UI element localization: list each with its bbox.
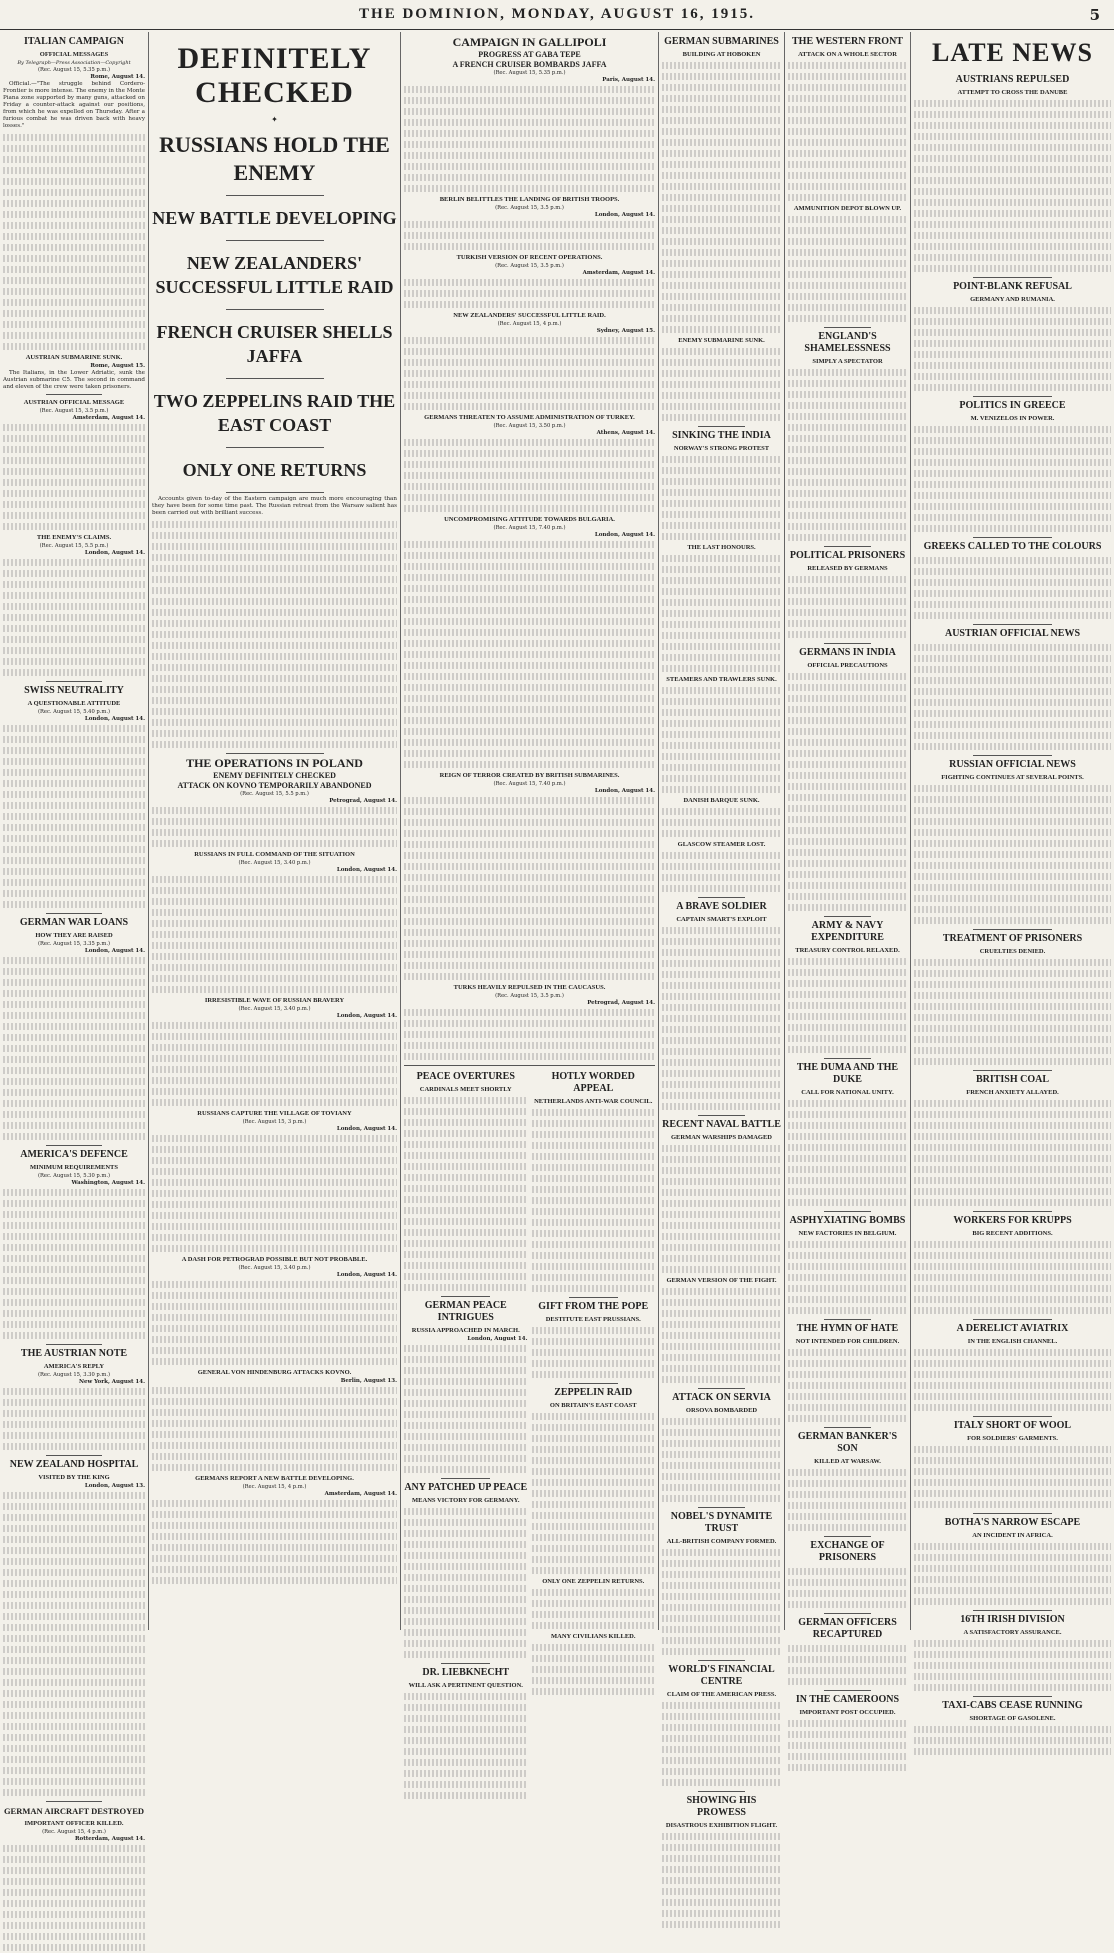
- text-block: [662, 1286, 781, 1385]
- text-block: [532, 1642, 656, 1697]
- headline: HOTLY WORDED APPEAL: [551, 1071, 635, 1094]
- received-line: (Rec. August 15, 7.40 p.m.): [493, 525, 566, 531]
- dateline: London, August 14.: [336, 1272, 397, 1278]
- received-line: (Rec. August 15, 3.50 p.m.): [493, 423, 566, 429]
- main-headline: DEFINITELY CHECKED: [177, 42, 372, 109]
- text-block: [914, 1347, 1111, 1413]
- dateline: London, August 14.: [594, 532, 655, 538]
- text-block: [532, 1411, 656, 1576]
- received-line: (Rec. August 15, 3.5 p.m.): [495, 205, 564, 211]
- headline: ANY PATCHED UP PEACE: [404, 1482, 528, 1493]
- headline: MANY CIVILIANS KILLED.: [551, 1633, 636, 1640]
- subheadline: ENEMY DEFINITELY CHECKED: [213, 771, 336, 780]
- headline: ITALY SHORT OF WOOL: [953, 1420, 1072, 1431]
- text-block: [404, 1007, 655, 1062]
- dateline: Rome, August 15.: [90, 363, 145, 369]
- dateline: Petrograd, August 14.: [329, 798, 397, 804]
- headline: GERMAN OFFICERS RECAPTURED: [798, 1617, 897, 1640]
- subheadline: MINIMUM REQUIREMENTS: [30, 1164, 118, 1171]
- headline: AUSTRIANS REPULSED: [955, 74, 1070, 85]
- headline-deck: FRENCH CRUISER SHELLS JAFFA: [156, 322, 393, 366]
- headline: GERMAN AIRCRAFT DESTROYED: [3, 1806, 145, 1816]
- subheadline: NETHERLANDS ANTI-WAR COUNCIL.: [534, 1098, 653, 1105]
- subheadline: NEW FACTORIES IN BELGIUM.: [798, 1230, 897, 1237]
- text-block: [662, 1700, 781, 1788]
- received-line: (Rec. August 15, 4 p.m.): [42, 1829, 106, 1835]
- text-block: [662, 1416, 781, 1504]
- headline: RECENT NAVAL BATTLE: [662, 1119, 781, 1130]
- headline: A BRAVE SOLDIER: [676, 901, 767, 912]
- text-block: [662, 553, 781, 674]
- headline: GLASCOW STEAMER LOST.: [677, 841, 766, 848]
- subheadline: M. VENIZELOS IN POWER.: [970, 415, 1055, 422]
- headline: RUSSIAN OFFICIAL NEWS: [949, 759, 1076, 770]
- headline: THE OPERATIONS IN POLAND: [186, 756, 363, 770]
- headline: ITALIAN CAMPAIGN: [24, 36, 124, 47]
- subheadline: PROGRESS AT GABA TEPE: [478, 50, 581, 59]
- text-block: [152, 805, 397, 849]
- headline: SINKING THE INDIA: [672, 430, 771, 441]
- headline: AUSTRIAN OFFICIAL MESSAGE: [23, 399, 125, 406]
- subheadline: MEANS VICTORY FOR GERMANY.: [412, 1497, 520, 1504]
- headline: AUSTRIAN OFFICIAL NEWS: [944, 628, 1081, 639]
- late-news-banner: LATE NEWS: [932, 38, 1093, 67]
- text-block: [662, 685, 781, 795]
- headline: TREATMENT OF PRISONERS: [942, 933, 1083, 944]
- headline: THE WESTERN FRONT: [792, 36, 903, 47]
- text-block: [662, 850, 781, 894]
- text-block: [914, 1638, 1111, 1693]
- dateline: London, August 14.: [594, 212, 655, 218]
- subheadline: IMPORTANT OFFICER KILLED.: [24, 1820, 124, 1827]
- headline: THE AUSTRIAN NOTE: [20, 1348, 128, 1359]
- subheadline: AMERICA'S REPLY: [43, 1363, 105, 1370]
- page-columns: [0, 30, 1114, 1842]
- dateline: London, August 14.: [84, 948, 145, 954]
- text-block: [3, 1187, 145, 1341]
- column-6: [911, 34, 1114, 1722]
- dateline: London, August 14.: [84, 716, 145, 722]
- headline: POLITICAL PRISONERS: [789, 550, 906, 561]
- text-block: [3, 132, 145, 352]
- headline-deck: RUSSIANS HOLD THE ENEMY: [159, 132, 390, 185]
- headline: BERLIN BELITTLES THE LANDING OF BRITISH TROOPS.: [439, 196, 620, 203]
- subheadline: DISASTROUS EXHIBITION FLIGHT.: [665, 1822, 778, 1829]
- headline: POINT-BLANK REFUSAL: [953, 281, 1072, 292]
- text-block: [788, 1566, 907, 1610]
- received-line: (Rec. August 15, 5.5 p.m.): [240, 791, 309, 797]
- headline: PEACE OVERTURES: [416, 1071, 515, 1082]
- page-number: 5: [1089, 5, 1100, 24]
- received-line: (Rec. August 15, 3.30 p.m.): [37, 1372, 110, 1378]
- headline: THE DUMA AND THE DUKE: [796, 1062, 899, 1085]
- dateline: Sydney, August 15.: [596, 328, 655, 334]
- text-block: [788, 1718, 907, 1773]
- headline-deck: NEW BATTLE DEVELOPING: [152, 208, 397, 228]
- headline: ZEPPELIN RAID: [554, 1387, 633, 1398]
- sub-column-right: [532, 1069, 656, 1801]
- headline: NOBEL'S DYNAMITE TRUST: [670, 1511, 773, 1534]
- headline: AMERICA'S DEFENCE: [20, 1149, 128, 1160]
- text-block: [3, 422, 145, 532]
- headline: AUSTRIAN SUBMARINE SUNK.: [25, 354, 123, 361]
- dateline: London, August 14.: [336, 1126, 397, 1132]
- received-line: (Rec. August 15, 3.40 p.m.): [238, 1006, 311, 1012]
- text-block: [404, 277, 655, 310]
- column-4: [659, 34, 784, 1829]
- subheadline: FOR SOLDIERS' GARMENTS.: [967, 1435, 1058, 1442]
- subheadline: FRENCH ANXIETY ALLAYED.: [966, 1089, 1059, 1096]
- newspaper-title: THE DOMINION, MONDAY, AUGUST 16, 1915.: [359, 6, 755, 22]
- dateline: Amsterdam, August 14.: [582, 270, 655, 276]
- headline: ARMY & NAVY EXPENDITURE: [811, 920, 884, 943]
- text-block: [3, 557, 145, 678]
- byline: By Telegraph—Press Association—Copyright: [17, 60, 131, 66]
- subheadline: GERMAN WARSHIPS DAMAGED: [671, 1134, 772, 1141]
- headline: ONLY ONE ZEPPELIN RETURNS.: [542, 1578, 645, 1585]
- text-block: [788, 1239, 907, 1316]
- headline: DR. LIEBKNECHT: [422, 1667, 510, 1678]
- headline: GERMAN VERSION OF THE FIGHT.: [666, 1277, 777, 1284]
- article-text: Official.—"The struggle behind Cordero-Frontier is more intense. The enemy in the Monte Piana zone supported by many guns, attacked on Friday a counter-attack against our positions, from which he was expelled on Thursday. After a furious combat he was driven back with heavy losses.": [3, 81, 145, 129]
- text-block: [3, 955, 145, 1142]
- column-3: [401, 34, 658, 1689]
- headline: IRRESISTIBLE WAVE OF RUSSIAN BRAVERY: [204, 997, 345, 1004]
- dateline: Washington, August 14.: [71, 1180, 145, 1186]
- dateline: London, August 14.: [467, 1336, 528, 1342]
- subheadline: IMPORTANT POST OCCUPIED.: [799, 1709, 896, 1716]
- subheadline: NOT INTENDED FOR CHILDREN.: [795, 1338, 900, 1345]
- subheadline: CALL FOR NATIONAL UNITY.: [801, 1089, 894, 1096]
- text-block: [914, 424, 1111, 534]
- text-block: [662, 454, 781, 542]
- subheadline: SIMPLY A SPECTATOR: [812, 358, 883, 365]
- dateline: New York, August 14.: [78, 1379, 145, 1385]
- text-block: [788, 60, 907, 203]
- subheadline: WILL ASK A PERTINENT QUESTION.: [408, 1682, 523, 1689]
- text-block: [788, 574, 907, 640]
- headline: TURKISH VERSION OF RECENT OPERATIONS.: [456, 254, 603, 261]
- headline: NEW ZEALANDERS' SUCCESSFUL LITTLE RAID.: [453, 312, 606, 319]
- subheadline: ALL-BRITISH COMPANY FORMED.: [666, 1538, 777, 1545]
- headline: GERMANS IN INDIA: [799, 647, 896, 658]
- headline: EXCHANGE OF PRISONERS: [810, 1540, 885, 1563]
- headline: THE ENEMY'S CLAIMS.: [36, 534, 112, 541]
- text-block: [662, 1831, 781, 1930]
- text-block: [788, 214, 907, 324]
- headline: GERMAN BANKER'S SON: [797, 1431, 898, 1454]
- subheadline: FIGHTING CONTINUES AT SEVERAL POINTS.: [941, 774, 1084, 781]
- text-block: [404, 1506, 528, 1660]
- text-block: [788, 1467, 907, 1533]
- headline-deck: ONLY ONE RETURNS: [182, 460, 367, 480]
- text-block: [152, 1385, 397, 1473]
- headline: ENEMY SUBMARINE SUNK.: [678, 337, 765, 344]
- headline: DANISH BARQUE SUNK.: [683, 797, 760, 804]
- headline: STEAMERS AND TRAWLERS SUNK.: [666, 676, 777, 683]
- headline: SHOWING HIS PROWESS: [686, 1795, 757, 1818]
- received-line: (Rec. August 15, 5.35 p.m.): [493, 70, 566, 76]
- dateline: Rotterdam, August 14.: [74, 1836, 145, 1842]
- subheadline: ATTEMPT TO CROSS THE DANUBE: [957, 89, 1068, 96]
- text-block: [404, 1095, 528, 1293]
- text-block: [404, 335, 655, 412]
- text-block: [662, 1547, 781, 1657]
- subheadline: IN THE ENGLISH CHANNEL.: [967, 1338, 1058, 1345]
- headline: GERMAN PEACE INTRIGUES: [424, 1300, 507, 1323]
- text-block: [404, 84, 655, 194]
- column-2: DEFINITELY CHECKED ✦ RUSSIANS HOLD THE ENEMY NEW BATTLE DEVELOPING NEW ZEALANDERS' SUCCESSFUL LITTLE RAID FRENCH CRUISER SHELLS JAFFA TWO ZEPPELINS RAID THE EAST COAST ONLY ONE RETURNS Accounts given to-day of the Eastern campaign are much more encouraging than they have been for some time past. The Russian retreat from the Warsaw salient has been carried out with brilliant success. THE OPERATIONS IN POLAND ENEMY DEFINITELY CHECKED ATTACK ON KOVNO TEMPORARILY ABANDONED (Rec. August 15, 5.5 p.m.) Petrograd, August 14. RUSSIANS IN FULL COMMAND OF THE SITUATION (Rec. August 15, 3.40 p.m.) London, August 14. IRRESISTIBLE WAVE OF RUSSIAN BRAVERY (Rec. August 15, 3.40 p.m.) London, August 14. RUSSIANS CAPTURE THE VILLAGE OF TOVIANY (Rec. August 15, 3 p.m.) London, August 14. A DASH FOR PETROGRAD POSSIBLE BUT NOT PROBABLE. (Rec. August 15, 3.40 p.m.) London, August 14. GENERAL VON HINDENBURG ATTACKS KOVNO. Berlin, August 13. GERMANS REPORT A NEW BATTLE DEVELOPING. (Rec. August 15, 4 p.m.) Amsterdam, August 14.: [149, 34, 400, 1630]
- text-block: [532, 1325, 656, 1380]
- text-block: [532, 1587, 656, 1631]
- text-block: [914, 555, 1111, 621]
- headline: AMMUNITION DEPOT BLOWN UP.: [793, 205, 902, 212]
- text-block: [788, 367, 907, 543]
- text-block: [152, 519, 397, 750]
- received-line: (Rec. August 15, 3.40 p.m.): [238, 1265, 311, 1271]
- headline: TAXI-CABS CEASE RUNNING: [942, 1700, 1083, 1711]
- text-block: [788, 671, 907, 913]
- subheadline: BUILDING AT HOBOKEN: [682, 51, 761, 58]
- subheadline: DESTITUTE EAST PRUSSIANS.: [545, 1316, 641, 1323]
- subheadline: OFFICIAL MESSAGES: [39, 51, 109, 58]
- received-line: (Rec. August 15, 7.40 p.m.): [493, 781, 566, 787]
- text-block: [914, 305, 1111, 393]
- text-block: [152, 874, 397, 995]
- received-line: (Rec. August 15, 3.35 p.m.): [37, 941, 110, 947]
- column-5: [785, 34, 910, 1716]
- headline: NEW ZEALAND HOSPITAL: [9, 1459, 139, 1470]
- subheadline: ATTACK ON A WHOLE SECTOR: [798, 51, 897, 58]
- subheadline: GERMANY AND RUMANIA.: [970, 296, 1055, 303]
- dateline: Amsterdam, August 14.: [72, 415, 145, 421]
- dateline: London, August 13.: [84, 1483, 145, 1489]
- subheadline: AN INCIDENT IN AFRICA.: [972, 1532, 1053, 1539]
- headline: RUSSIANS IN FULL COMMAND OF THE SITUATION: [194, 851, 355, 858]
- headline: GERMAN WAR LOANS: [19, 917, 129, 928]
- subheadline: VISITED BY THE KING: [38, 1474, 110, 1481]
- subheadline: CARDINALS MEET SHORTLY: [419, 1086, 512, 1093]
- received-line: (Rec. August 15, 5.30 p.m.): [37, 1173, 110, 1179]
- headline: IN THE CAMEROONS: [795, 1694, 900, 1705]
- text-block: [404, 795, 655, 982]
- text-block: [404, 219, 655, 252]
- headline: ENGLAND'S SHAMELESSNESS: [804, 331, 891, 354]
- subheadline: HOW THEY ARE RAISED: [35, 932, 113, 939]
- text-block: [152, 1279, 397, 1367]
- headline: GERMAN SUBMARINES: [664, 36, 779, 47]
- masthead: [0, 0, 1114, 30]
- received-line: (Rec. August 15, 3.40 p.m.): [238, 860, 311, 866]
- headline: GENERAL VON HINDENBURG ATTACKS KOVNO.: [197, 1369, 352, 1376]
- text-block: [914, 1541, 1111, 1607]
- subheadline: CAPTAIN SMART'S EXPLOIT: [676, 916, 767, 923]
- text-block: [404, 1691, 528, 1801]
- text-block: [914, 1098, 1111, 1208]
- received-line: (Rec. August 15, 5.5 p.m.): [39, 543, 109, 549]
- text-block: [532, 1107, 656, 1294]
- subheadline: RUSSIA APPROACHED IN MARCH.: [411, 1327, 520, 1334]
- headline: SWISS NEUTRALITY: [24, 685, 124, 696]
- received-line: (Rec. August 15, 4 p.m.): [242, 1484, 307, 1490]
- headline: ATTACK ON SERVIA: [672, 1392, 771, 1403]
- received-line: (Rec. August 15, 4 p.m.): [497, 321, 562, 327]
- headline: REIGN OF TERROR CREATED BY BRITISH SUBMARINES.: [439, 772, 620, 779]
- text-block: [404, 437, 655, 514]
- text-block: [662, 806, 781, 839]
- subheadline: A SATISFACTORY ASSURANCE.: [963, 1629, 1062, 1636]
- text-block: [788, 1347, 907, 1424]
- dateline: Berlin, August 13.: [340, 1378, 397, 1384]
- text-block: [152, 1020, 397, 1108]
- column-1: [0, 34, 148, 1842]
- subheadline: A QUESTIONABLE ATTITUDE: [27, 700, 121, 707]
- headline: CAMPAIGN IN GALLIPOLI: [452, 35, 607, 49]
- dateline: Paris, August 14.: [602, 77, 655, 83]
- article-text: The Italians, in the Lower Adriatic, sunk the Austrian submarine C5. The second in command and eleven of the crew were taken prisoners.: [3, 370, 145, 390]
- sub-column-left: [404, 1069, 528, 1801]
- text-block: [788, 1098, 907, 1208]
- text-block: [914, 783, 1111, 926]
- text-block: [3, 1843, 145, 1953]
- text-block: [914, 1724, 1111, 1757]
- text-block: [662, 346, 781, 423]
- headline-deck: NEW ZEALANDERS' SUCCESSFUL LITTLE RAID: [155, 253, 394, 297]
- subheadline: ATTACK ON KOVNO TEMPORARILY ABANDONED: [177, 781, 372, 790]
- headline: WORLD'S FINANCIAL CENTRE: [668, 1664, 775, 1687]
- dateline: Athens, August 14.: [596, 430, 655, 436]
- headline: GERMANS REPORT A NEW BATTLE DEVELOPING.: [195, 1475, 354, 1482]
- headline: GERMANS THREATEN TO ASSUME ADMINISTRATION OF TURKEY.: [424, 414, 635, 421]
- dateline: Rome, August 14.: [90, 74, 145, 80]
- headline: WORKERS FOR KRUPPS: [953, 1215, 1072, 1226]
- text-block: [914, 98, 1111, 274]
- text-block: [662, 60, 781, 335]
- dateline: London, August 14.: [594, 788, 655, 794]
- subheadline: ORSOVA BOMBARDED: [685, 1407, 758, 1414]
- headline: GIFT FROM THE POPE: [538, 1301, 649, 1312]
- subheadline: CRUELTIES DENIED.: [979, 948, 1046, 955]
- headline-deck: TWO ZEPPELINS RAID THE EAST COAST: [153, 391, 396, 435]
- received-line: (Rec. August 15, 3.5 p.m.): [39, 408, 109, 414]
- received-line: (Rec. August 15, 3 p.m.): [242, 1119, 307, 1125]
- received-line: (Rec. August 15, 5.35 p.m.): [37, 67, 110, 73]
- subheadline: RELEASED BY GERMANS: [807, 565, 888, 572]
- dateline: Petrograd, August 14.: [587, 1000, 655, 1006]
- received-line: (Rec. August 15, 5.40 p.m.): [37, 709, 110, 715]
- text-block: [662, 925, 781, 1112]
- text-block: [3, 1386, 145, 1452]
- received-line: (Rec. August 15, 3.5 p.m.): [495, 263, 564, 269]
- subheadline: ON BRITAIN'S EAST COAST: [549, 1402, 637, 1409]
- subheadline: NORWAY'S STRONG PROTEST: [673, 445, 770, 452]
- headline: GREEKS CALLED TO THE COLOURS: [923, 541, 1102, 552]
- text-block: [662, 1143, 781, 1275]
- text-block: [914, 1444, 1111, 1510]
- subheadline: SHORTAGE OF GASOLENE.: [969, 1715, 1056, 1722]
- headline: A DASH FOR PETROGRAD POSSIBLE BUT NOT PROBABLE.: [181, 1256, 368, 1263]
- text-block: [3, 723, 145, 910]
- headline: UNCOMPROMISING ATTITUDE TOWARDS BULGARIA.: [444, 516, 615, 523]
- text-block: [788, 1643, 907, 1687]
- received-line: (Rec. August 15, 3.5 p.m.): [495, 993, 564, 999]
- headline: A DERELICT AVIATRIX: [956, 1323, 1069, 1334]
- text-block: [914, 1239, 1111, 1316]
- text-block: [3, 1490, 145, 1798]
- text-block: [404, 1343, 528, 1475]
- split-section: [404, 1069, 655, 1801]
- text-block: [914, 957, 1111, 1067]
- text-block: [152, 1498, 397, 1586]
- dateline: London, August 14.: [336, 1013, 397, 1019]
- headline: ASPHYXIATING BOMBS: [789, 1215, 906, 1226]
- text-block: [152, 1133, 397, 1254]
- dateline: Amsterdam, August 14.: [324, 1491, 397, 1497]
- text-block: [914, 642, 1111, 752]
- subheadline: A FRENCH CRUISER BOMBARDS JAFFA: [452, 60, 607, 69]
- subheadline: OFFICIAL PRECAUTIONS: [807, 662, 888, 669]
- subheadline: BIG RECENT ADDITIONS.: [972, 1230, 1053, 1237]
- headline: 16TH IRISH DIVISION: [960, 1614, 1065, 1625]
- text-block: [788, 956, 907, 1055]
- headline: THE LAST HONOURS.: [687, 544, 756, 551]
- headline: THE HYMN OF HATE: [796, 1323, 899, 1334]
- headline: BOTHA'S NARROW ESCAPE: [944, 1517, 1081, 1528]
- headline: BRITISH COAL: [975, 1074, 1050, 1085]
- headline: POLITICS IN GREECE: [959, 400, 1066, 411]
- headline: TURKS HEAVILY REPULSED IN THE CAUCASUS.: [453, 984, 606, 991]
- subheadline: CLAIM OF THE AMERICAN PRESS.: [666, 1691, 777, 1698]
- subheadline: TREASURY CONTROL RELAXED.: [795, 947, 900, 954]
- dateline: London, August 14.: [84, 550, 145, 556]
- article-lead: Accounts given to-day of the Eastern campaign are much more encouraging than they have been for some time past. The Russian retreat from the Warsaw salient has been carried out with brilliant success.: [152, 496, 397, 516]
- headline: RUSSIANS CAPTURE THE VILLAGE OF TOVIANY: [197, 1110, 352, 1117]
- text-block: [404, 539, 655, 770]
- subheadline: KILLED AT WARSAW.: [814, 1458, 881, 1465]
- dateline: London, August 14.: [336, 867, 397, 873]
